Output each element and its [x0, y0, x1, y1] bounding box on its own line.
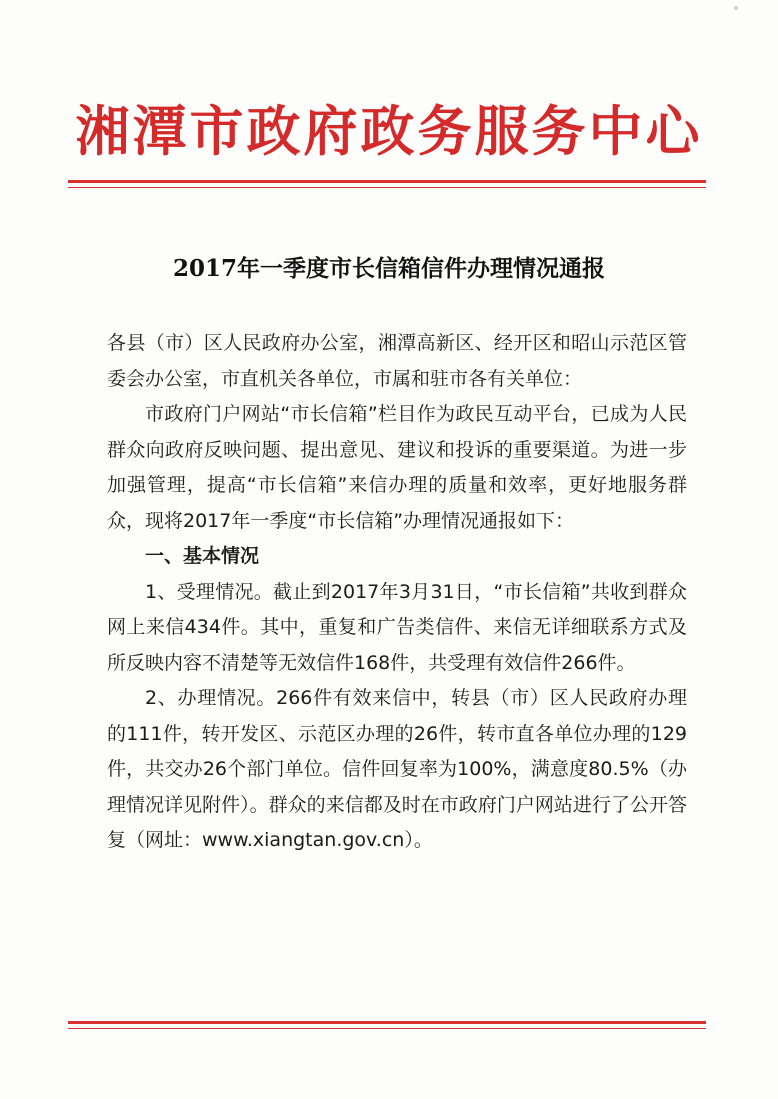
document-title: 2017年一季度市长信箱信件办理情况通报 — [172, 255, 605, 282]
letterhead-rule-thick — [68, 180, 706, 183]
letterhead: 湘潭市政府政务服务中心 — [75, 99, 703, 163]
scan-speck — [734, 6, 738, 10]
section-heading: 一、基本情况 — [145, 545, 260, 567]
intro-paragraph: 市政府门户网站“市长信箱”栏目作为政民互动平台，已成为人民群众向政府反映问题、提出意见、建议和投诉的重要渠道。为进一步加强管理，提高“市长信箱”来信办理的质量和效率，更好地服务群众，现将2017年一季度“市长信箱”办理情况通报如下： — [107, 403, 687, 532]
footer-rule-thin — [68, 1028, 706, 1029]
addressee-paragraph: 各县（市）区人民政府办公室，湘潭高新区、经开区和昭山示范区管委会办公室，市直机关各单位，市属和驻市各有关单位： — [107, 332, 687, 390]
letterhead-rule-thin — [68, 187, 706, 188]
item-2-paragraph: 2、办理情况。266件有效来信中，转县（市）区人民政府办理的111件，转开发区、示范区办理的26件，转市直各单位办理的129件，共交办26个部门单位。信件回复率为100%，满意度80.5%（办理情况详见附件）。群众的来信都及时在市政府门户网站进行了公开答复（网址：www.xiangtan.gov.cn）。 — [107, 687, 687, 851]
document-body — [107, 326, 687, 859]
footer-rule-thick — [68, 1021, 706, 1024]
item-1-paragraph: 1、受理情况。截止到2017年3月31日，“市长信箱”共收到群众网上来信434件。其中，重复和广告类信件、来信无详细联系方式及所反映内容不清楚等无效信件168件，共受理有效信件266件。 — [107, 580, 687, 674]
